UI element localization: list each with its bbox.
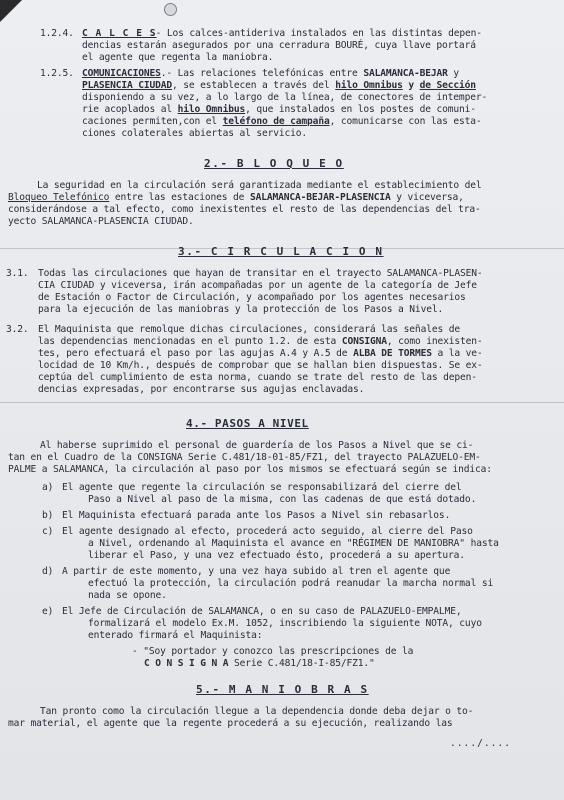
section-3-2-line: ceptúa del cumplimiento de esta norma, cuando se trate del resto de las depen- <box>38 372 477 383</box>
item-b-letter: b) <box>42 510 54 521</box>
section-1-2-4-line: .- Los calces-antideriva instalados en las distintas depen- <box>150 28 482 39</box>
section-3-2-line: El Maquinista que remolque dichas circulaciones, considerará las señales de <box>38 324 460 335</box>
continuation-mark: ..../.... <box>450 738 511 749</box>
section-3-2-line: las dependencias mencionadas en el punto 1.2. de esta CONSIGNA, como inexisten- <box>38 336 483 347</box>
section-3-1-line: para la ejecución de las maniobras y la protección de los Pasos a Nivel. <box>38 304 444 315</box>
item-a-line: Paso a Nivel al paso de la misma, con las cadenas de que está dotado. <box>88 494 477 505</box>
punch-hole <box>164 3 177 16</box>
item-d-letter: d) <box>42 566 54 577</box>
section-3-heading: 3.- C I R C U L A C I O N <box>178 245 384 258</box>
section-5-line: Tan pronto como la circulación llegue a la dependencia donde deba dejar o to- <box>40 706 474 717</box>
item-c-line: El agente designado al efecto, procederá acto seguido, al cierre del Paso <box>62 526 473 537</box>
section-1-2-4-title: C A L C E S <box>82 28 157 39</box>
section-3-2-line: dencias expresadas, por encontrarse sus agujas enclavadas. <box>38 384 365 395</box>
section-1-2-5-line: caciones permiten,con el teléfono de campaña, comunicarse con las esta- <box>82 116 482 127</box>
item-e-line: enterado firmará el Maquinista: <box>88 630 263 641</box>
section-1-2-4-line: dencias estarán asegurados por una cerradura BOURÉ, cuya llave portará <box>82 40 476 51</box>
item-c-line: a Nivel, ordenando al Maquinista el avance en "RÉGIMEN DE MANIOBRA" hasta <box>88 538 499 549</box>
section-4-intro-line: tan en el Cuadro de la CONSIGNA Serie C.481/18-01-85/FZ1, del trayecto PALAZUELO-EM- <box>8 452 481 463</box>
item-e-letter: e) <box>42 606 54 617</box>
section-1-2-5-title: COMUNICACIONES <box>82 68 161 79</box>
section-4-intro-line: PALME a SALAMANCA, la circulación al paso por los mismos se efectuará según se indica: <box>8 464 492 475</box>
item-c-letter: c) <box>42 526 54 537</box>
item-d-line: efectuó la protección, la circulación podrá reanudar la marcha normal si <box>88 578 494 589</box>
item-d-line: A partir de este momento, y una vez haya subido al tren el agente que <box>62 566 451 577</box>
section-1-2-5-line: disponiendo a su vez, a lo largo de la línea, de conectores de intemper- <box>82 92 488 103</box>
section-4-intro-line: Al haberse suprimido el personal de guardería de los Pasos a Nivel que se ci- <box>40 440 474 451</box>
item-e-line: formalizará el modelo Ex.M. 1052, inscribiendo la siguiente NOTA, cuyo <box>88 618 482 629</box>
paper-fold-line <box>0 402 564 403</box>
item-c-line: liberar el Paso, y una vez efectuado ésto, procederá a su apertura. <box>88 550 465 561</box>
section-4-heading: 4.- PASOS A NIVEL <box>186 417 309 430</box>
section-2-heading: 2.- B L O Q U E O <box>204 157 344 170</box>
section-3-2-line: tes, pero efectuará el paso por las agujas A.4 y A.5 de ALBA DE TORMES a la ve- <box>38 348 483 359</box>
item-a-letter: a) <box>42 482 54 493</box>
section-3-1-number: 3.1. <box>6 268 29 279</box>
section-1-2-5-line: rie acoplados al hilo Omnibus, que instalados en los postes de comuni- <box>82 104 476 115</box>
section-1-2-5-line: ciones colaterales abiertas al servicio. <box>82 128 308 139</box>
section-1-2-5-number: 1.2.5. <box>40 68 74 79</box>
section-5-heading: 5.- M A N I O B R A S <box>196 683 369 696</box>
section-2-line: considerándose a tal efecto, como inexistentes el resto de las dependencias del tra- <box>8 204 481 215</box>
section-3-2-number: 3.2. <box>6 324 29 335</box>
section-3-1-line: de Estación o Factor de Circulación, y acompañado por los agentes necesarios <box>38 292 466 303</box>
section-1-2-4-number: 1.2.4. <box>40 28 74 39</box>
section-2-line: Bloqueo Telefónico entre las estaciones de SALAMANCA-BEJAR-PLASENCIA y viceversa, <box>8 192 464 203</box>
section-3-2-line: locidad de 10 Km/h., después de comprobar que se hallan bien dispuestas. Se ex- <box>38 360 483 371</box>
section-2-line: yecto SALAMANCA-PLASENCIA CIUDAD. <box>8 216 194 227</box>
item-d-line: nada se opone. <box>88 590 167 601</box>
note-line: C O N S I G N A Serie C.481/18-I-85/FZ1." <box>144 658 375 669</box>
section-5-line: mar material, el agente que la regente procederá a su ejecución, realizando las <box>8 718 453 729</box>
section-1-2-5-line: COMUNICACIONES.- Las relaciones telefónicas entre SALAMANCA-BEJAR y <box>82 68 459 79</box>
folded-corner <box>0 0 22 22</box>
section-3-1-line: CIA CIUDAD y viceversa, irán acompañadas por un agente de la categoría de Jefe <box>38 280 477 291</box>
section-1-2-5-line: PLASENCIA CIUDAD, se establecen a través del hilo Omnibus y de Sección <box>82 80 476 91</box>
item-e-line: El Jefe de Circulación de SALAMANCA, o en su caso de PALAZUELO-EMPALME, <box>62 606 462 617</box>
section-1-2-4-line: el agente que regenta la maniobra. <box>82 52 274 63</box>
item-a-line: El agente que regente la circulación se responsabilizará del cierre del <box>62 482 462 493</box>
note-line: - "Soy portador y conozco las prescripciones de la <box>132 646 414 657</box>
item-b-line: El Maquinista efectuará parada ante los Pasos a Nivel sin rebasarlos. <box>62 510 451 521</box>
section-3-1-line: Todas las circulaciones que hayan de transitar en el trayecto SALAMANCA-PLASEN- <box>38 268 483 279</box>
section-2-line: La seguridad en la circulación será garantizada mediante el establecimiento del <box>37 180 482 191</box>
